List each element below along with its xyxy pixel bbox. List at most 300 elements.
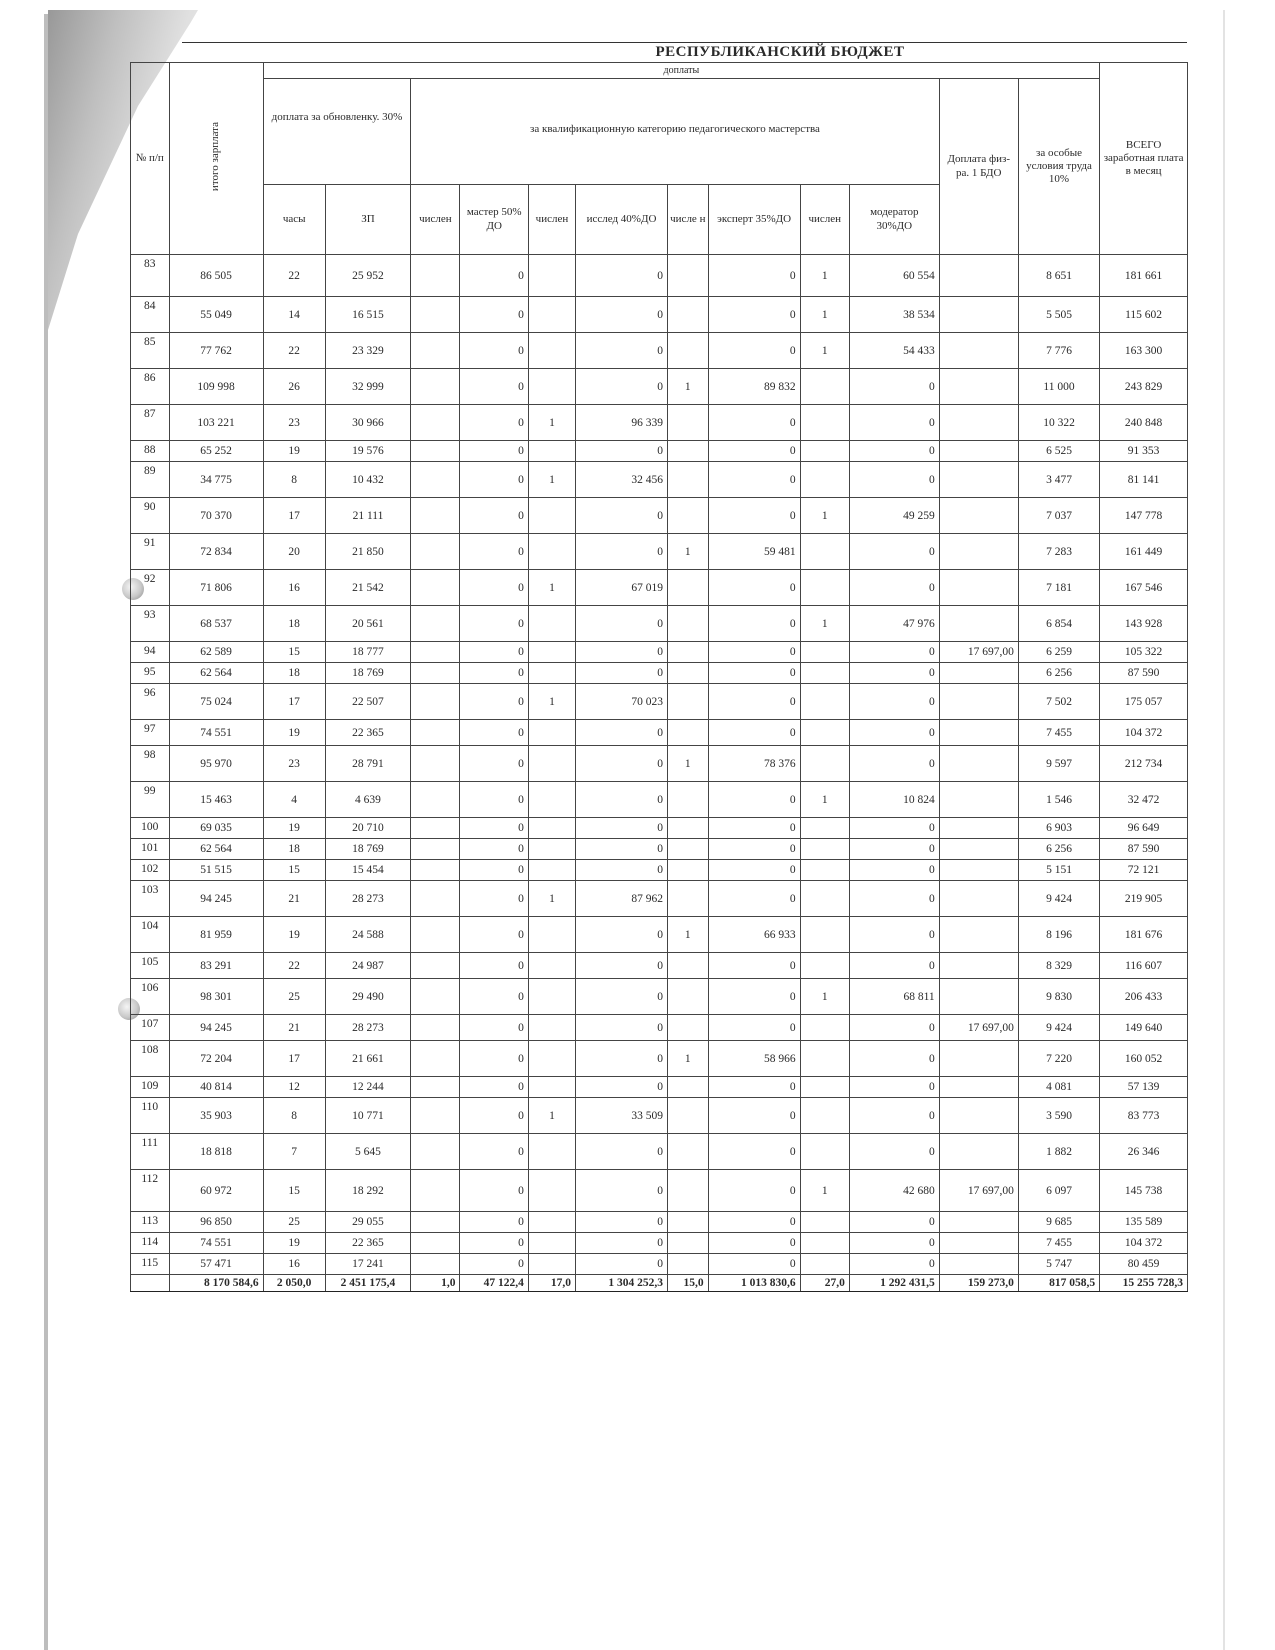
table-cell: 81 141 <box>1100 462 1188 498</box>
table-cell: 0 <box>708 570 800 606</box>
table-cell <box>528 1212 575 1233</box>
table-cell: 0 <box>708 441 800 462</box>
title-rule <box>182 42 1187 43</box>
table-cell <box>939 684 1018 720</box>
table-cell <box>939 369 1018 405</box>
table-cell: 33 509 <box>575 1098 667 1134</box>
table-cell: 38 534 <box>849 297 939 333</box>
table-cell: 0 <box>708 1015 800 1041</box>
table-cell: 18 292 <box>325 1170 411 1212</box>
table-cell <box>411 405 460 441</box>
table-cell <box>411 255 460 297</box>
table-cell <box>411 818 460 839</box>
table-cell: 0 <box>849 953 939 979</box>
table-cell <box>528 663 575 684</box>
table-row <box>131 953 1188 979</box>
table-cell <box>800 684 849 720</box>
table-cell: 149 640 <box>1100 1015 1188 1041</box>
header-moderator: модератор 30%ДО <box>849 185 939 255</box>
table-cell: 0 <box>708 684 800 720</box>
table-cell: 1 <box>528 405 575 441</box>
table-cell <box>800 462 849 498</box>
table-cell <box>939 839 1018 860</box>
table-cell <box>528 746 575 782</box>
table-cell <box>667 1098 708 1134</box>
table-cell: 0 <box>460 917 528 953</box>
table-cell <box>528 1170 575 1212</box>
table-cell <box>411 606 460 642</box>
table-row <box>131 606 1188 642</box>
table-cell <box>667 663 708 684</box>
table-cell: 15 463 <box>169 782 263 818</box>
table-cell: 18 769 <box>325 839 411 860</box>
table-cell: 96 850 <box>169 1212 263 1233</box>
table-cell <box>800 1015 849 1041</box>
table-cell <box>528 606 575 642</box>
table-cell <box>131 1275 170 1292</box>
table-cell: 0 <box>575 720 667 746</box>
table-cell: 0 <box>460 570 528 606</box>
table-cell: 3 477 <box>1018 462 1099 498</box>
table-cell: 67 019 <box>575 570 667 606</box>
table-row <box>131 782 1188 818</box>
table-cell <box>800 534 849 570</box>
table-cell: 18 777 <box>325 642 411 663</box>
table-cell: 0 <box>849 1233 939 1254</box>
table-cell: 72 834 <box>169 534 263 570</box>
table-cell: 28 273 <box>325 1015 411 1041</box>
table-cell <box>800 405 849 441</box>
table-cell: 10 771 <box>325 1098 411 1134</box>
header-chasy: часы <box>263 185 325 255</box>
table-cell: 0 <box>708 839 800 860</box>
table-cell: 212 734 <box>1100 746 1188 782</box>
table-cell: 0 <box>849 462 939 498</box>
table-cell: 10 432 <box>325 462 411 498</box>
table-cell: 16 515 <box>325 297 411 333</box>
table-cell: 6 097 <box>1018 1170 1099 1212</box>
table-cell: 18 <box>263 606 325 642</box>
table-cell <box>800 953 849 979</box>
table-cell: 83 773 <box>1100 1098 1188 1134</box>
table-cell: 7 776 <box>1018 333 1099 369</box>
table-cell: 6 525 <box>1018 441 1099 462</box>
table-cell: 77 762 <box>169 333 263 369</box>
table-cell <box>667 881 708 917</box>
table-cell: 25 952 <box>325 255 411 297</box>
table-cell: 105 <box>131 953 170 979</box>
table-cell: 62 564 <box>169 839 263 860</box>
table-cell: 0 <box>575 746 667 782</box>
table-cell: 0 <box>849 663 939 684</box>
table-cell <box>667 684 708 720</box>
table-cell: 0 <box>460 1254 528 1275</box>
table-cell <box>800 860 849 881</box>
table-cell: 69 035 <box>169 818 263 839</box>
table-row <box>131 534 1188 570</box>
table-cell: 19 <box>263 818 325 839</box>
table-cell: 0 <box>460 369 528 405</box>
table-cell: 17 241 <box>325 1254 411 1275</box>
table-cell <box>800 570 849 606</box>
table-cell: 54 433 <box>849 333 939 369</box>
table-cell <box>411 462 460 498</box>
table-cell: 21 850 <box>325 534 411 570</box>
table-cell: 0 <box>575 441 667 462</box>
table-cell: 18 769 <box>325 663 411 684</box>
table-cell: 25 <box>263 979 325 1015</box>
table-cell: 47 976 <box>849 606 939 642</box>
table-cell <box>528 839 575 860</box>
table-cell: 0 <box>849 534 939 570</box>
table-cell: 1 <box>528 1098 575 1134</box>
table-cell <box>411 1098 460 1134</box>
table-cell: 104 372 <box>1100 1233 1188 1254</box>
table-cell: 108 <box>131 1041 170 1077</box>
table-cell: 6 256 <box>1018 663 1099 684</box>
table-cell: 15 <box>263 1170 325 1212</box>
table-cell: 20 561 <box>325 606 411 642</box>
table-cell: 3 590 <box>1018 1098 1099 1134</box>
table-cell: 15 255 728,3 <box>1100 1275 1188 1292</box>
table-cell <box>528 441 575 462</box>
table-cell: 96 339 <box>575 405 667 441</box>
table-cell: 27,0 <box>800 1275 849 1292</box>
table-cell <box>667 255 708 297</box>
table-cell: 1 <box>528 684 575 720</box>
table-cell: 60 554 <box>849 255 939 297</box>
table-cell: 19 <box>263 917 325 953</box>
table-cell: 6 903 <box>1018 818 1099 839</box>
table-cell: 28 791 <box>325 746 411 782</box>
table-cell: 115 602 <box>1100 297 1188 333</box>
table-cell: 0 <box>708 860 800 881</box>
table-cell: 20 710 <box>325 818 411 839</box>
table-cell <box>411 746 460 782</box>
table-cell <box>939 1098 1018 1134</box>
table-cell: 87 590 <box>1100 839 1188 860</box>
table-cell <box>528 255 575 297</box>
table-cell: 26 <box>263 369 325 405</box>
table-cell <box>939 606 1018 642</box>
table-cell: 0 <box>575 534 667 570</box>
table-cell: 90 <box>131 498 170 534</box>
table-cell <box>939 333 1018 369</box>
table-cell: 98 301 <box>169 979 263 1015</box>
table-cell <box>411 684 460 720</box>
table-cell: 1 304 252,3 <box>575 1275 667 1292</box>
table-cell <box>939 255 1018 297</box>
table-cell: 9 424 <box>1018 881 1099 917</box>
table-cell: 4 639 <box>325 782 411 818</box>
table-cell <box>800 746 849 782</box>
table-cell: 0 <box>575 663 667 684</box>
table-cell <box>411 782 460 818</box>
table-cell: 86 <box>131 369 170 405</box>
table-cell: 0 <box>708 606 800 642</box>
table-cell: 20 <box>263 534 325 570</box>
table-cell: 6 259 <box>1018 642 1099 663</box>
table-cell <box>411 860 460 881</box>
table-cell <box>939 297 1018 333</box>
table-cell: 29 490 <box>325 979 411 1015</box>
table-cell <box>939 746 1018 782</box>
table-cell: 47 122,4 <box>460 1275 528 1292</box>
table-cell: 206 433 <box>1100 979 1188 1015</box>
table-cell: 12 244 <box>325 1077 411 1098</box>
table-cell: 0 <box>460 1170 528 1212</box>
table-cell <box>667 818 708 839</box>
table-cell: 75 024 <box>169 684 263 720</box>
table-cell: 71 806 <box>169 570 263 606</box>
table-cell: 0 <box>575 818 667 839</box>
document-title: РЕСПУБЛИКАНСКИЙ БЮДЖЕТ <box>655 44 905 60</box>
header-zp: ЗП <box>325 185 411 255</box>
table-cell <box>800 1254 849 1275</box>
table-cell <box>800 1134 849 1170</box>
table-cell: 0 <box>849 1212 939 1233</box>
table-cell: 0 <box>460 881 528 917</box>
table-cell: 817 058,5 <box>1018 1275 1099 1292</box>
table-cell <box>411 1134 460 1170</box>
table-cell: 0 <box>575 642 667 663</box>
table-cell <box>528 860 575 881</box>
table-cell: 0 <box>460 1015 528 1041</box>
table-cell: 7 181 <box>1018 570 1099 606</box>
table-cell: 0 <box>575 1041 667 1077</box>
table-row <box>131 1015 1188 1041</box>
table-cell: 8 329 <box>1018 953 1099 979</box>
table-cell: 55 049 <box>169 297 263 333</box>
table-cell: 103 221 <box>169 405 263 441</box>
table-cell: 105 322 <box>1100 642 1188 663</box>
table-cell <box>411 720 460 746</box>
table-cell: 5 151 <box>1018 860 1099 881</box>
table-cell <box>939 1134 1018 1170</box>
table-cell: 1 <box>667 534 708 570</box>
table-cell <box>939 441 1018 462</box>
table-cell <box>800 917 849 953</box>
header-fiz: Доплата физ-ра. 1 БДО <box>939 79 1018 255</box>
header-doplaty: доплаты <box>263 63 1100 79</box>
table-cell: 100 <box>131 818 170 839</box>
table-cell: 0 <box>575 1077 667 1098</box>
table-cell <box>528 818 575 839</box>
table-cell: 0 <box>849 746 939 782</box>
table-cell <box>939 1041 1018 1077</box>
table-cell: 23 <box>263 746 325 782</box>
table-row <box>131 684 1188 720</box>
table-cell: 29 055 <box>325 1212 411 1233</box>
table-cell: 83 <box>131 255 170 297</box>
table-cell: 0 <box>708 1233 800 1254</box>
table-cell <box>667 1254 708 1275</box>
table-cell: 87 962 <box>575 881 667 917</box>
table-cell: 7 455 <box>1018 1233 1099 1254</box>
table-cell <box>411 839 460 860</box>
table-cell: 0 <box>708 1212 800 1233</box>
table-cell <box>528 1233 575 1254</box>
table-cell: 74 551 <box>169 1233 263 1254</box>
table-cell <box>667 498 708 534</box>
table-cell: 18 <box>263 839 325 860</box>
table-cell: 1 292 431,5 <box>849 1275 939 1292</box>
table-cell <box>667 1134 708 1170</box>
table-cell: 1 <box>667 1041 708 1077</box>
table-cell: 0 <box>460 782 528 818</box>
table-cell <box>411 917 460 953</box>
table-cell <box>939 498 1018 534</box>
table-cell: 0 <box>849 881 939 917</box>
table-cell <box>667 333 708 369</box>
table-cell <box>800 663 849 684</box>
table-row <box>131 405 1188 441</box>
table-cell <box>939 818 1018 839</box>
table-cell <box>667 839 708 860</box>
table-cell: 17 <box>263 1041 325 1077</box>
table-cell: 19 <box>263 720 325 746</box>
table-cell: 1 <box>800 1170 849 1212</box>
table-cell <box>528 782 575 818</box>
table-row <box>131 917 1188 953</box>
table-cell: 94 245 <box>169 1015 263 1041</box>
table-cell: 12 <box>263 1077 325 1098</box>
table-cell <box>939 881 1018 917</box>
table-cell <box>939 534 1018 570</box>
table-row <box>131 498 1188 534</box>
table-cell: 1 013 830,6 <box>708 1275 800 1292</box>
table-cell <box>939 1254 1018 1275</box>
table-cell: 175 057 <box>1100 684 1188 720</box>
table-cell: 40 814 <box>169 1077 263 1098</box>
table-cell <box>528 333 575 369</box>
table-cell <box>800 1098 849 1134</box>
table-cell: 219 905 <box>1100 881 1188 917</box>
table-cell <box>667 405 708 441</box>
table-cell <box>667 441 708 462</box>
table-cell: 112 <box>131 1170 170 1212</box>
table-cell: 6 256 <box>1018 839 1099 860</box>
table-cell: 0 <box>708 663 800 684</box>
table-cell: 0 <box>849 1254 939 1275</box>
table-row <box>131 979 1188 1015</box>
table-cell: 19 <box>263 1233 325 1254</box>
table-cell <box>528 369 575 405</box>
table-cell: 111 <box>131 1134 170 1170</box>
table-cell: 102 <box>131 860 170 881</box>
table-cell <box>411 1212 460 1233</box>
table-cell: 22 <box>263 953 325 979</box>
table-cell <box>411 881 460 917</box>
table-cell: 17 <box>263 498 325 534</box>
table-cell: 0 <box>849 684 939 720</box>
table-cell: 14 <box>263 297 325 333</box>
header-chislen-3: числе н <box>667 185 708 255</box>
table-cell: 10 824 <box>849 782 939 818</box>
table-cell: 8 <box>263 1098 325 1134</box>
table-cell: 160 052 <box>1100 1041 1188 1077</box>
table-cell: 0 <box>708 405 800 441</box>
table-row <box>131 1098 1188 1134</box>
table-cell: 0 <box>849 1015 939 1041</box>
table-cell <box>411 297 460 333</box>
table-cell: 0 <box>460 606 528 642</box>
table-cell: 9 685 <box>1018 1212 1099 1233</box>
table-cell <box>667 297 708 333</box>
table-cell: 0 <box>708 498 800 534</box>
table-cell <box>939 570 1018 606</box>
table-cell: 94 245 <box>169 881 263 917</box>
table-cell: 15 <box>263 642 325 663</box>
table-cell: 21 <box>263 1015 325 1041</box>
table-cell: 5 645 <box>325 1134 411 1170</box>
table-cell: 5 505 <box>1018 297 1099 333</box>
table-cell: 0 <box>460 333 528 369</box>
table-cell <box>667 953 708 979</box>
table-cell: 17 697,00 <box>939 1170 1018 1212</box>
table-cell: 0 <box>708 818 800 839</box>
table-cell: 17 697,00 <box>939 642 1018 663</box>
table-cell: 80 459 <box>1100 1254 1188 1275</box>
table-cell: 1 <box>800 498 849 534</box>
table-cell: 0 <box>460 1233 528 1254</box>
table-cell: 0 <box>575 498 667 534</box>
table-cell: 94 <box>131 642 170 663</box>
table-cell: 84 <box>131 297 170 333</box>
table-cell <box>411 1015 460 1041</box>
table-cell <box>528 1254 575 1275</box>
table-cell: 0 <box>575 1254 667 1275</box>
header-master: мастер 50% ДО <box>460 185 528 255</box>
table-cell: 72 204 <box>169 1041 263 1077</box>
table-cell: 161 449 <box>1100 534 1188 570</box>
table-cell: 89 832 <box>708 369 800 405</box>
table-cell: 104 372 <box>1100 720 1188 746</box>
table-cell: 7 037 <box>1018 498 1099 534</box>
table-row <box>131 1212 1188 1233</box>
table-cell: 93 <box>131 606 170 642</box>
table-cell: 57 139 <box>1100 1077 1188 1098</box>
table-cell: 1 <box>528 462 575 498</box>
table-cell <box>528 953 575 979</box>
table-cell: 59 481 <box>708 534 800 570</box>
table-cell: 147 778 <box>1100 498 1188 534</box>
table-row <box>131 746 1188 782</box>
table-cell: 95 <box>131 663 170 684</box>
table-cell: 23 329 <box>325 333 411 369</box>
table-cell: 0 <box>849 818 939 839</box>
table-cell: 7 <box>263 1134 325 1170</box>
table-cell <box>939 1212 1018 1233</box>
table-cell: 21 <box>263 881 325 917</box>
table-cell: 0 <box>849 369 939 405</box>
table-cell: 57 471 <box>169 1254 263 1275</box>
table-row <box>131 1170 1188 1212</box>
table-cell <box>411 953 460 979</box>
header-ekspert: эксперт 35%ДО <box>708 185 800 255</box>
table-cell: 0 <box>575 606 667 642</box>
table-cell: 21 542 <box>325 570 411 606</box>
table-cell: 0 <box>460 953 528 979</box>
table-row <box>131 369 1188 405</box>
table-cell <box>800 720 849 746</box>
table-cell: 15 454 <box>325 860 411 881</box>
table-cell: 106 <box>131 979 170 1015</box>
table-cell: 0 <box>849 1041 939 1077</box>
table-cell: 68 537 <box>169 606 263 642</box>
table-cell: 0 <box>708 1254 800 1275</box>
header-chislen-1: числен <box>411 185 460 255</box>
